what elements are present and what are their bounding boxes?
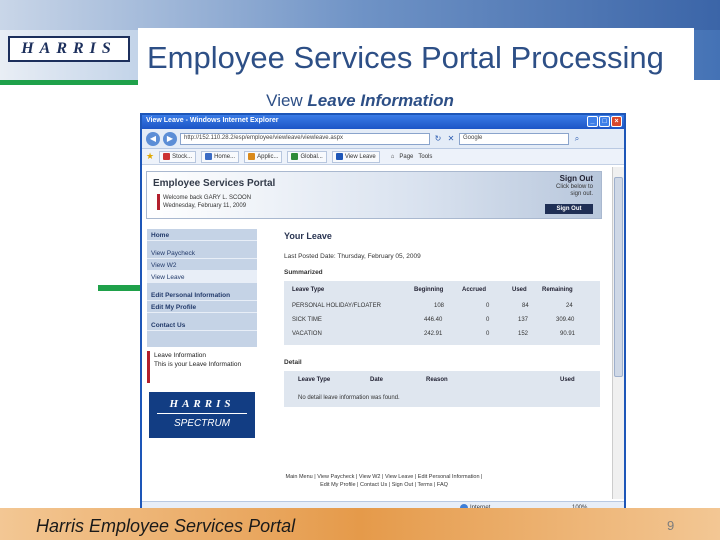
page-content — [144, 167, 604, 499]
summarized-label: Summarized — [284, 269, 323, 276]
welcome-text — [163, 194, 251, 210]
favorites-bar — [142, 149, 624, 165]
tools-menu[interactable]: Tools — [418, 153, 433, 160]
footer-links-line-2[interactable]: Edit My Profile | Contact Us | Sign Out | Terms | FAQ — [320, 482, 448, 488]
subtitle-prefix: View — [266, 91, 308, 110]
favicon-icon — [163, 153, 170, 160]
favicon-icon — [248, 153, 255, 160]
summary-header-row: Leave Type Beginning Accrued Used Remaining — [292, 287, 573, 293]
vertical-scrollbar[interactable] — [612, 167, 624, 499]
portal-footer-links — [264, 473, 504, 489]
spectrum-logo-text: SPECTRUM — [173, 418, 231, 429]
fav-tab[interactable]: Home... — [201, 151, 239, 163]
last-posted-date: Last Posted Date: Thursday, February 05, 2009 — [284, 253, 421, 260]
fav-tab-active[interactable]: View Leave — [332, 151, 380, 163]
spectrum-divider — [157, 413, 247, 414]
maximize-icon[interactable]: □ — [599, 116, 610, 127]
red-accent-bar — [157, 194, 160, 210]
detail-header-row: Leave Type Date Reason Used — [298, 377, 575, 383]
leave-info-block — [147, 351, 257, 383]
harris-logo — [8, 36, 130, 62]
harris-spectrum-logo — [149, 392, 255, 438]
favicon-icon — [205, 153, 212, 160]
portal-title: Employee Services Portal — [153, 178, 276, 189]
favicon-icon — [291, 153, 298, 160]
back-icon[interactable]: ◀ — [146, 132, 160, 146]
page-menu[interactable]: Page — [399, 153, 414, 160]
footer-title: Harris Employee Services Portal — [36, 516, 296, 536]
stop-icon[interactable]: ✕ — [447, 133, 455, 143]
detail-empty-row: No detail leave information was found. — [298, 395, 400, 401]
header-band-top — [0, 0, 720, 30]
welcome-line-1: Welcome back GARY L. SCOON — [163, 195, 252, 201]
search-icon[interactable]: ⌕ — [574, 133, 580, 143]
browser-window — [140, 113, 626, 517]
subtitle-emphasis: Leave Information — [307, 91, 454, 110]
portal-header — [146, 171, 602, 219]
address-bar — [142, 129, 624, 149]
url-field[interactable]: http://152.110.28.2/esp/employee/viewleave/viewleave.aspx — [180, 133, 430, 145]
scrollbar-thumb[interactable] — [614, 177, 623, 377]
search-input[interactable]: Google — [459, 133, 569, 145]
minimize-icon[interactable]: _ — [587, 116, 598, 127]
favorites-star-icon[interactable]: ★ — [146, 151, 155, 161]
summary-table — [284, 281, 600, 345]
refresh-icon[interactable]: ↻ — [434, 133, 442, 143]
page-title: Your Leave — [284, 231, 332, 241]
detail-label: Detail — [284, 359, 302, 366]
nav-item-edit-personal-information[interactable]: Edit Personal Information — [147, 289, 257, 301]
harris-logo-text: HARRIS — [21, 40, 117, 57]
slide-title: Employee Services Portal Processing — [147, 40, 664, 75]
spectrum-logo-harris: HARRIS — [169, 398, 235, 410]
table-row: SICK TIME 446.40 0 137 309.40 — [292, 317, 575, 323]
favicon-icon — [336, 153, 343, 160]
sign-out-button[interactable]: Sign Out — [545, 204, 593, 214]
fav-tab[interactable]: Global... — [287, 151, 326, 163]
detail-table — [284, 371, 600, 407]
table-row: PERSONAL HOLIDAY/FLOATER 108 0 84 24 — [292, 303, 573, 309]
nav-item-contact-us[interactable]: Contact Us — [147, 319, 257, 331]
close-icon[interactable]: × — [611, 116, 622, 127]
browser-window-title: View Leave - Windows Internet Explorer — [146, 117, 279, 124]
fav-tab[interactable]: Stock... — [159, 151, 196, 163]
nav-item-edit-my-profile[interactable]: Edit My Profile — [147, 301, 257, 313]
leave-info-text: This is your Leave Information — [154, 361, 242, 368]
nav-item-view-paycheck[interactable]: View Paycheck — [147, 247, 257, 259]
footer-links-line-1[interactable]: Main Menu | View Paycheck | View W2 | View Leave | Edit Personal Information | — [285, 474, 483, 480]
fav-tab[interactable]: Applic... — [244, 151, 282, 163]
welcome-line-2: Wednesday, February 11, 2009 — [163, 203, 247, 209]
nav-item-home[interactable]: Home — [147, 229, 257, 241]
left-navigation — [147, 229, 257, 347]
slide-subtitle — [0, 91, 720, 111]
page-number: 9 — [667, 518, 675, 533]
home-icon[interactable]: ⌂ — [390, 153, 395, 160]
sign-out-hint: Click below to sign out. — [555, 184, 593, 197]
nav-item-view-leave[interactable]: View Leave — [147, 271, 257, 283]
nav-item-view-w2[interactable]: View W2 — [147, 259, 257, 271]
browser-titlebar — [142, 115, 624, 129]
leave-info-title: Leave Information — [154, 352, 207, 359]
forward-icon[interactable]: ▶ — [163, 132, 177, 146]
table-row: VACATION 242.91 0 152 90.91 — [292, 331, 576, 337]
sign-out-heading: Sign Out — [559, 174, 593, 183]
green-accent-line — [0, 80, 138, 85]
